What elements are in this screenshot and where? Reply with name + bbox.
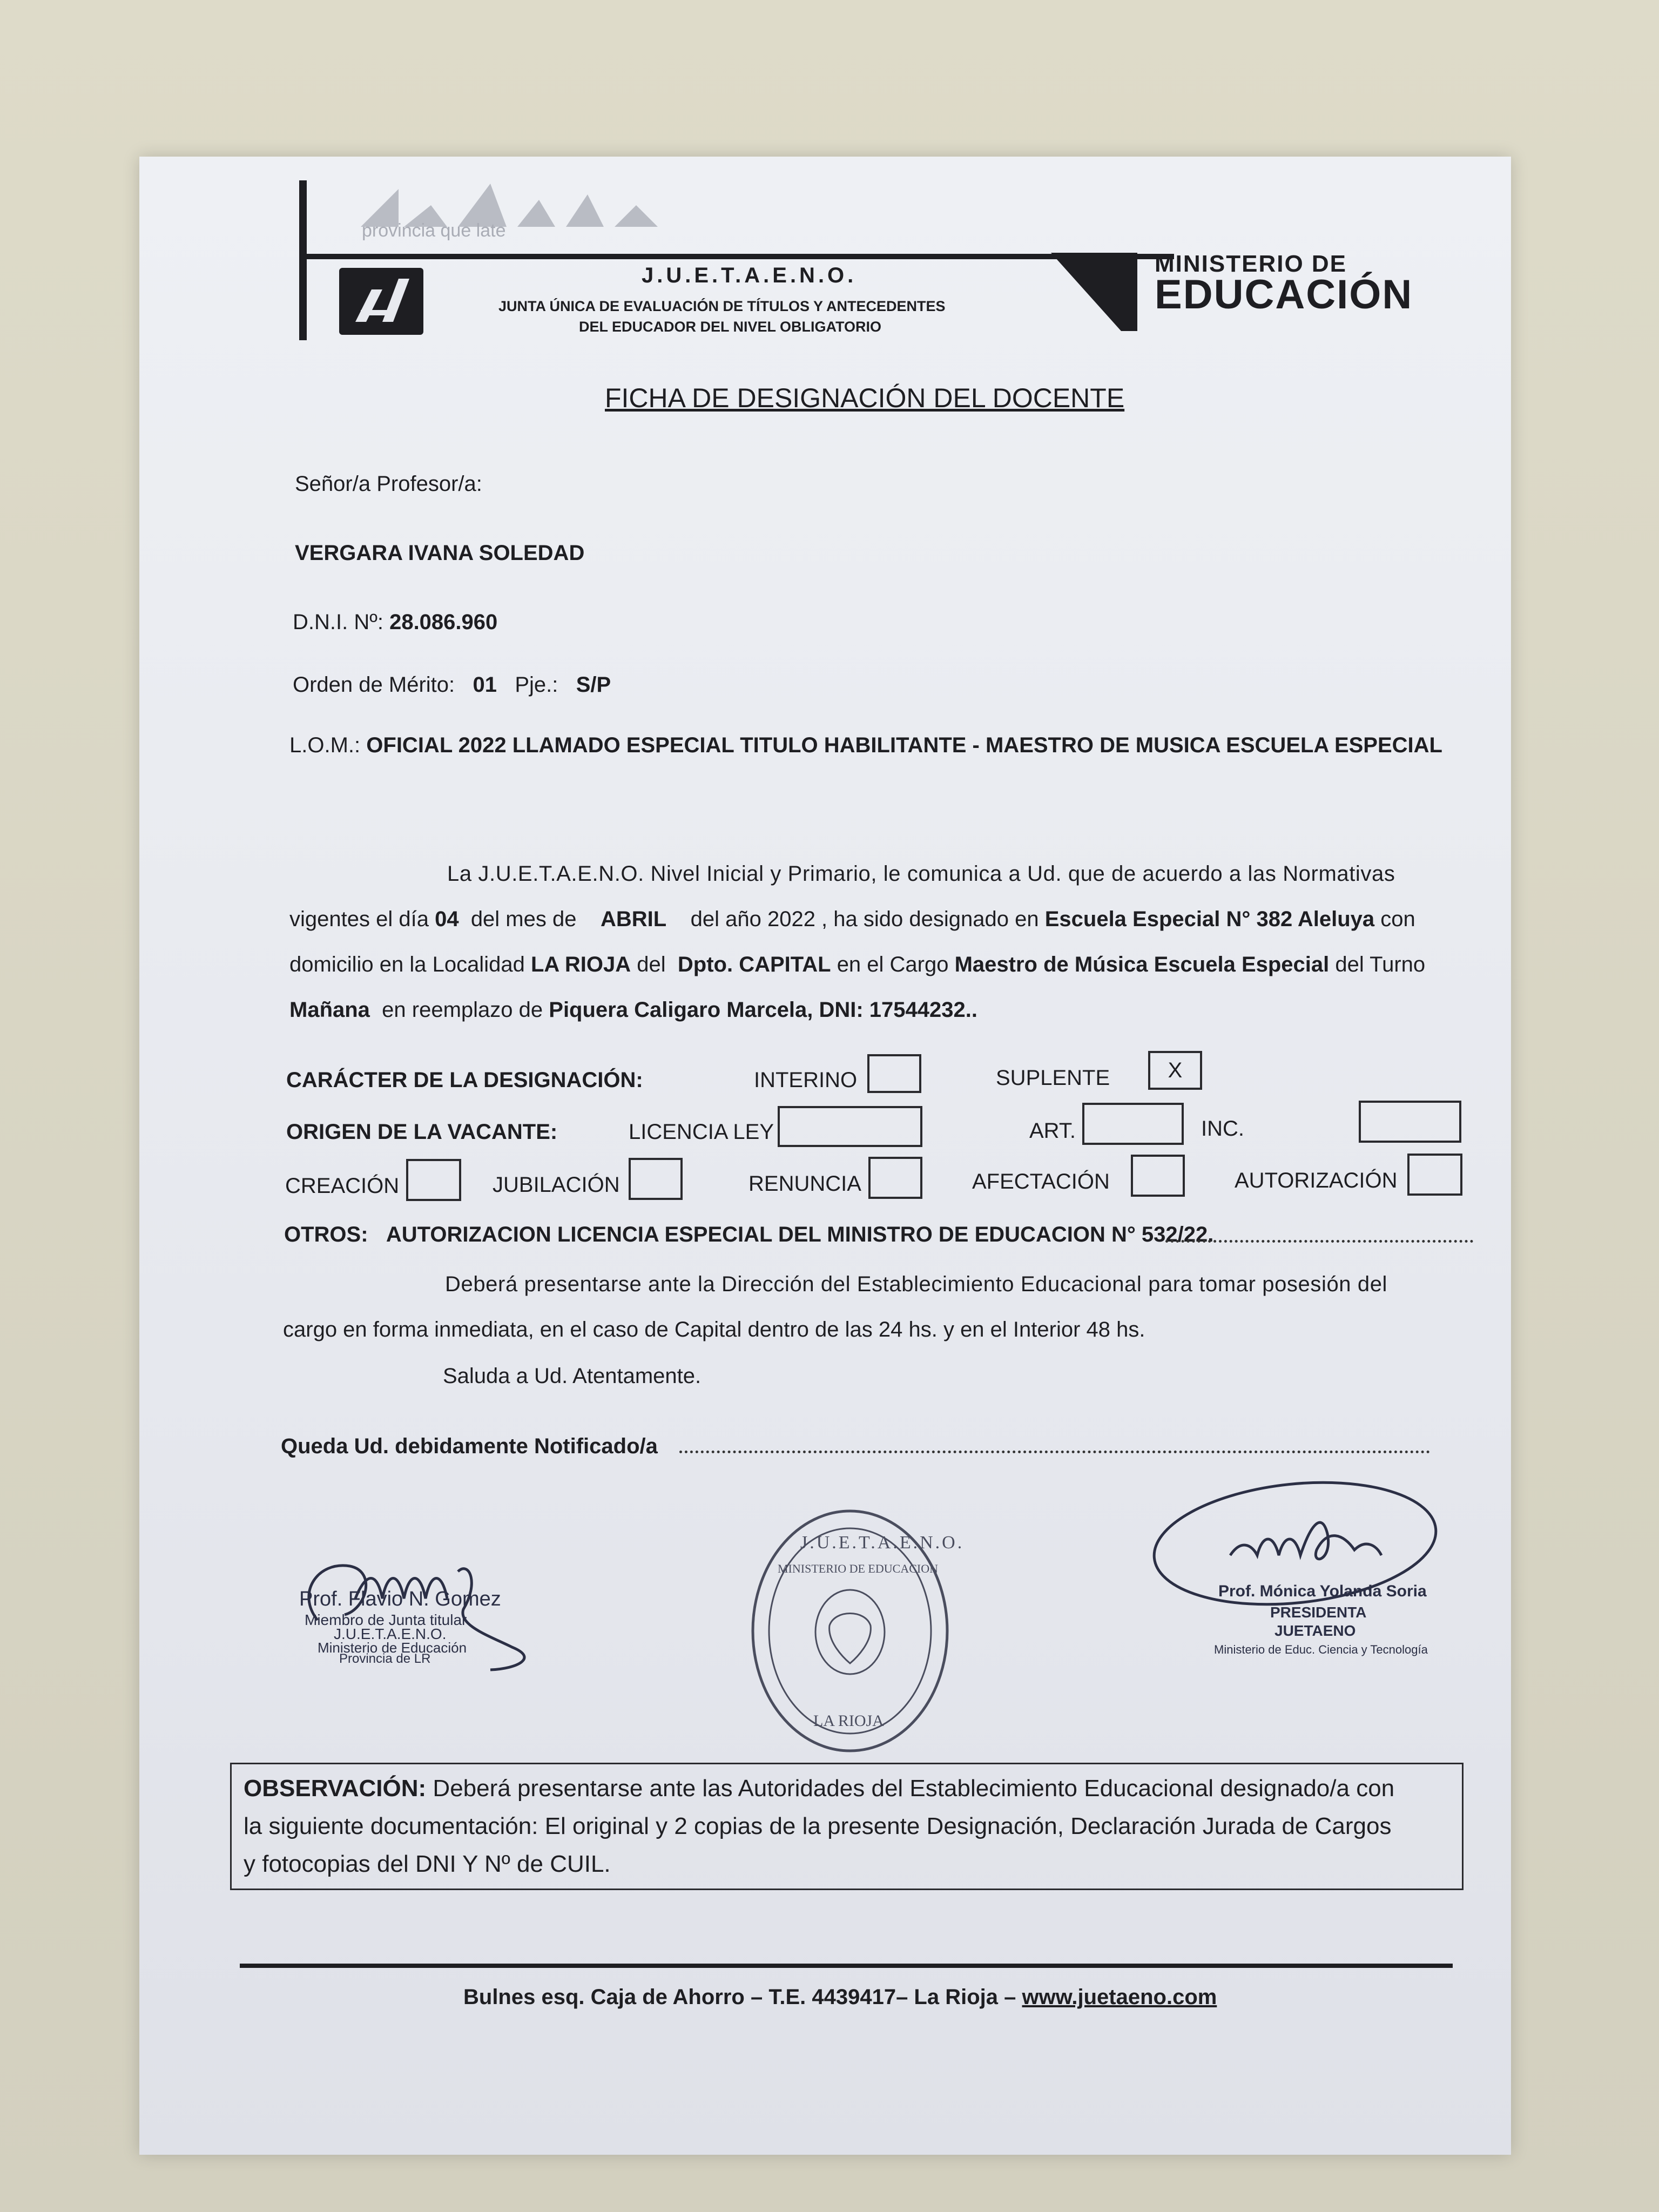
left-signer-org: J.U.E.T.A.E.N.O. <box>334 1626 447 1642</box>
brand-tagline: provincia que late <box>362 220 506 241</box>
body-text: del año 2022 , ha sido designado en <box>690 907 1039 931</box>
interino-checkbox[interactable] <box>867 1054 921 1093</box>
right-signer-name: Prof. Mónica Yolanda Soria <box>1218 1582 1427 1600</box>
body-text: del mes de <box>470 907 577 931</box>
body-line-4 <box>289 998 977 1022</box>
observacion-line-1 <box>244 1775 1394 1802</box>
body-text: del <box>637 953 666 976</box>
designation-day: 04 <box>435 907 459 931</box>
footer-rule <box>240 1964 1453 1968</box>
lom-value: OFICIAL 2022 LLAMADO ESPECIAL TITULO HABILITANTE - MAESTRO DE MUSICA ESCUELA ESPECIAL <box>366 733 1442 757</box>
body-text: vigentes el día <box>289 907 429 931</box>
notified-dotted-line <box>679 1451 1430 1453</box>
header-vertical-rule <box>299 180 307 340</box>
body-text: con <box>1380 907 1415 931</box>
renuncia-checkbox[interactable] <box>868 1157 922 1199</box>
org-name-line1: JUNTA ÚNICA DE EVALUACIÓN DE TÍTULOS Y ANTECEDENTES <box>498 298 946 314</box>
closing-line-2: cargo en forma inmediata, en el caso de Capital dentro de las 24 hs. y en el Interior 48 hs. <box>283 1318 1145 1341</box>
body-text: en reemplazo de <box>382 998 543 1022</box>
otros-line <box>284 1223 1213 1247</box>
left-signer-province: Provincia de LR <box>339 1651 431 1666</box>
creacion-label: CREACIÓN <box>285 1174 400 1198</box>
observacion-text: Deberá presentarse ante las Autoridades del Establecimiento Educacional designado/a con <box>433 1775 1395 1802</box>
observacion-label: OBSERVACIÓN: <box>244 1775 427 1802</box>
afectacion-checkbox[interactable] <box>1131 1155 1185 1197</box>
header <box>139 157 1511 373</box>
art-label: ART. <box>1029 1119 1076 1143</box>
otros-value: AUTORIZACION LICENCIA ESPECIAL DEL MINISTRO DE EDUCACION N° 532/22. <box>386 1223 1214 1246</box>
recipient-name: VERGARA IVANA SOLEDAD <box>295 541 585 565</box>
department: Dpto. CAPITAL <box>677 953 831 976</box>
brand-name <box>366 176 368 177</box>
seal-bottom-text: LA RIOJA <box>813 1712 884 1730</box>
locality: LA RIOJA <box>530 953 631 976</box>
right-signer-title: PRESIDENTA <box>1270 1604 1367 1621</box>
replacement: Piquera Caligaro Marcela, DNI: 17544232.. <box>549 998 977 1022</box>
art-field[interactable] <box>1082 1103 1184 1145</box>
footer-address: Bulnes esq. Caja de Ahorro – T.E. 4439417– La Rioja – <box>463 1985 1016 2009</box>
left-signer-title: Miembro de Junta titular <box>305 1611 467 1628</box>
jubilacion-label: JUBILACIÓN <box>493 1173 620 1197</box>
right-signer-ministry: Ministerio de Educ. Ciencia y Tecnología <box>1214 1643 1428 1656</box>
licencia-ley-field[interactable] <box>778 1106 922 1147</box>
suplente-label: SUPLENTE <box>996 1066 1110 1090</box>
jubilacion-checkbox[interactable] <box>629 1158 683 1200</box>
suplente-check-mark: X <box>1168 1058 1183 1082</box>
shift: Mañana <box>289 998 370 1022</box>
autorizacion-label: AUTORIZACIÓN <box>1235 1169 1398 1192</box>
footer-line <box>463 1985 1217 2009</box>
org-acronym: J.U.E.T.A.E.N.O. <box>642 264 857 287</box>
designation-month: ABRIL <box>600 907 667 931</box>
ministry-line1: MINISTERIO DE <box>1155 251 1347 277</box>
official-seal <box>748 1507 965 1755</box>
body-line-2 <box>289 907 1415 932</box>
merit-label: Orden de Mérito: <box>293 673 455 697</box>
left-signer-name: Prof. Flavio N. Gomez <box>299 1588 501 1610</box>
licencia-ley-label: LICENCIA LEY <box>629 1120 774 1144</box>
juetaeno-emblem-icon <box>339 268 423 335</box>
merit-value: 01 <box>473 673 497 697</box>
salutation: Señor/a Profesor/a: <box>295 472 482 496</box>
header-horizontal-rule <box>299 254 1174 259</box>
inc-label: INC. <box>1201 1117 1244 1141</box>
lom-label: L.O.M.: <box>289 733 361 757</box>
pje-value: S/P <box>576 673 611 697</box>
body-text: domicilio en la Localidad <box>289 953 525 976</box>
caracter-label: CARÁCTER DE LA DESIGNACIÓN: <box>286 1068 643 1092</box>
creacion-checkbox[interactable] <box>406 1159 461 1201</box>
closing-line-1: Deberá presentarse ante la Dirección del Establecimiento Educacional para tomar posesión del <box>445 1272 1388 1296</box>
suplente-checkbox[interactable] <box>1148 1051 1202 1090</box>
document-page <box>139 157 1511 2155</box>
observacion-box <box>230 1763 1464 1890</box>
position-name: Maestro de Música Escuela Especial <box>954 953 1330 976</box>
lom-line <box>289 733 1442 758</box>
ministry-line2: EDUCACIÓN <box>1155 272 1413 318</box>
afectacion-label: AFECTACIÓN <box>972 1170 1110 1193</box>
notified-label: Queda Ud. debidamente Notificado/a <box>281 1434 658 1458</box>
dni-value: 28.086.960 <box>389 610 498 634</box>
document-title: FICHA DE DESIGNACIÓN DEL DOCENTE <box>605 383 1125 413</box>
body-line-3 <box>289 953 1425 977</box>
dni-line <box>293 610 497 635</box>
interino-label: INTERINO <box>754 1068 858 1092</box>
merit-line <box>293 673 611 697</box>
origen-label: ORIGEN DE LA VACANTE: <box>286 1120 558 1144</box>
seal-middle-text: MINISTERIO DE EDUCACION <box>778 1562 938 1575</box>
body-text: en el Cargo <box>837 953 949 976</box>
right-signer-org: JUETAENO <box>1274 1622 1356 1639</box>
closing-line-3: Saluda a Ud. Atentamente. <box>443 1364 702 1388</box>
body-text: del Turno <box>1335 953 1426 976</box>
dni-label: D.N.I. Nº: <box>293 610 383 634</box>
observacion-line-3: y fotocopias del DNI Y Nº de CUIL. <box>244 1851 611 1877</box>
body-line-1: La J.U.E.T.A.E.N.O. Nivel Inicial y Primario, le comunica a Ud. que de acuerdo a las Normativas <box>447 862 1395 886</box>
seal-top-text: J.U.E.T.A.E.N.O. <box>800 1533 965 1553</box>
autorizacion-checkbox[interactable] <box>1407 1154 1462 1196</box>
ministry-logo-icon <box>1051 253 1143 334</box>
footer-website-link[interactable]: www.juetaeno.com <box>1022 1985 1217 2009</box>
observacion-line-2: la siguiente documentación: El original y 2 copias de la presente Designación, Declaración Jurada de Cargos <box>244 1813 1392 1839</box>
school-name: Escuela Especial N° 382 Aleluya <box>1044 907 1375 931</box>
left-signer-ministry: Ministerio de Educación <box>318 1640 467 1656</box>
inc-field[interactable] <box>1359 1101 1461 1143</box>
otros-dotted-line <box>1165 1240 1473 1243</box>
renuncia-label: RENUNCIA <box>748 1172 861 1196</box>
otros-label: OTROS: <box>284 1223 368 1246</box>
org-name-line2: DEL EDUCADOR DEL NIVEL OBLIGATORIO <box>579 319 882 335</box>
pje-label: Pje.: <box>515 673 558 697</box>
